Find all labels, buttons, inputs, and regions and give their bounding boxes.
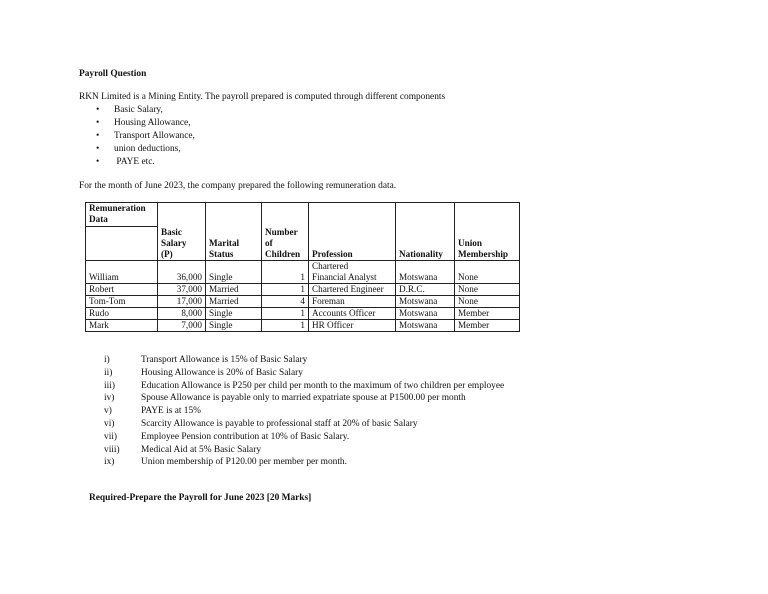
bullet-icon: • xyxy=(96,105,100,115)
cell-name: Robert xyxy=(86,283,158,295)
list-item xyxy=(104,405,504,418)
header-union: Union Membership xyxy=(455,227,520,261)
list-item xyxy=(104,418,504,431)
table-intro-paragraph: For the month of June 2023, the company prepared the following remuneration data. xyxy=(79,181,397,191)
table-row xyxy=(86,319,520,331)
bullet-icon: • xyxy=(96,118,100,128)
cell-marital: Married xyxy=(206,295,262,307)
cell-name: Mark xyxy=(86,319,158,331)
list-item xyxy=(104,380,504,393)
cell-marital: Married xyxy=(206,283,262,295)
table-row xyxy=(86,307,520,319)
header-salary: Basic Salary (P) xyxy=(158,227,206,261)
rule-number: ix) xyxy=(104,457,115,468)
cell-nationality: D.R.C. xyxy=(396,283,455,295)
cell-salary: 36,000 xyxy=(158,260,206,283)
required-instruction: Required-Prepare the Payroll for June 2023 [20 Marks] xyxy=(89,493,312,503)
rule-text: Transport Allowance is 15% of Basic Salary xyxy=(141,355,308,365)
cell-union: Member xyxy=(455,307,520,319)
table-caption-cell: Remuneration Data xyxy=(86,203,158,227)
list-item: • Basic Salary, xyxy=(96,105,163,115)
cell-nationality: Motswana xyxy=(396,260,455,283)
cell-children: 4 xyxy=(262,295,309,307)
cell-marital: Single xyxy=(206,307,262,319)
rule-text: Medical Aid at 5% Basic Salary xyxy=(141,444,262,455)
header-marital: Marital Status xyxy=(206,227,262,261)
cell-children: 1 xyxy=(262,307,309,319)
list-item: • union deductions, xyxy=(96,144,181,154)
header-children: Number of Children xyxy=(262,227,309,261)
list-item xyxy=(104,431,504,444)
rule-text: Employee Pension contribution at 10% of Basic Salary. xyxy=(141,431,350,442)
rule-number: i) xyxy=(104,355,110,365)
cell-union: None xyxy=(455,260,520,283)
rule-number: vii) xyxy=(104,431,118,442)
cell-profession: Chartered Financial Analyst xyxy=(309,260,396,283)
cell-nationality: Motswana xyxy=(396,319,455,331)
cell-children: 1 xyxy=(262,260,309,283)
rule-text: Housing Allowance is 20% of Basic Salary xyxy=(141,367,303,378)
rule-number: viii) xyxy=(104,444,120,455)
list-item: • Housing Allowance, xyxy=(96,118,191,128)
rule-text: Spouse Allowance is payable only to married expatriate spouse at P1500.00 per month xyxy=(141,393,466,404)
rule-number: ii) xyxy=(104,367,113,378)
header-nationality: Nationality xyxy=(396,227,455,261)
cell-nationality: Motswana xyxy=(396,295,455,307)
header-name xyxy=(86,227,158,261)
cell-salary: 7,000 xyxy=(158,319,206,331)
cell-name: Tom-Tom xyxy=(86,295,158,307)
cell-salary: 17,000 xyxy=(158,295,206,307)
list-item xyxy=(104,456,504,469)
cell-name: Rudo xyxy=(86,307,158,319)
bullet-icon: • xyxy=(96,144,100,154)
cell-name: William xyxy=(86,260,158,283)
components-list xyxy=(96,104,195,169)
table-row xyxy=(86,283,520,295)
bullet-icon: • xyxy=(96,131,100,141)
cell-profession: Accounts Officer xyxy=(309,307,396,319)
cell-union: Member xyxy=(455,319,520,331)
cell-nationality: Motswana xyxy=(396,307,455,319)
rules-list xyxy=(104,354,504,469)
cell-salary: 37,000 xyxy=(158,283,206,295)
list-item xyxy=(104,392,504,405)
document-title: Payroll Question xyxy=(79,69,147,79)
rule-number: v) xyxy=(104,406,112,417)
cell-profession: HR Officer xyxy=(309,319,396,331)
list-item: • PAYE etc. xyxy=(96,157,155,167)
list-item: • Transport Allowance, xyxy=(96,131,195,141)
table-row xyxy=(86,295,520,307)
cell-salary: 8,000 xyxy=(158,307,206,319)
table-header-row xyxy=(86,227,520,261)
cell-children: 1 xyxy=(262,283,309,295)
rule-number: vi) xyxy=(104,418,115,429)
cell-marital: Single xyxy=(206,260,262,283)
rule-text: Union membership of P120.00 per member per month. xyxy=(141,457,347,468)
list-item xyxy=(104,367,504,380)
cell-marital: Single xyxy=(206,319,262,331)
rule-number: iii) xyxy=(104,380,115,391)
cell-profession: Chartered Engineer xyxy=(309,283,396,295)
header-profession: Profession xyxy=(309,227,396,261)
cell-union: None xyxy=(455,295,520,307)
rule-number: iv) xyxy=(104,393,115,404)
remuneration-table xyxy=(85,202,520,332)
intro-paragraph: RKN Limited is a Mining Entity. The payroll prepared is computed through different components xyxy=(79,92,446,102)
rule-text: Education Allowance is P250 per child per month to the maximum of two children per employee xyxy=(141,380,505,391)
list-item xyxy=(104,444,504,457)
cell-profession: Foreman xyxy=(309,295,396,307)
rule-text: PAYE is at 15% xyxy=(141,406,201,417)
table-row xyxy=(86,260,520,283)
table-caption-row xyxy=(86,203,520,227)
bullet-icon: • xyxy=(96,157,100,167)
cell-union: None xyxy=(455,283,520,295)
rule-text: Scarcity Allowance is payable to professional staff at 20% of basic Salary xyxy=(141,418,418,429)
list-item xyxy=(104,354,504,367)
cell-children: 1 xyxy=(262,319,309,331)
